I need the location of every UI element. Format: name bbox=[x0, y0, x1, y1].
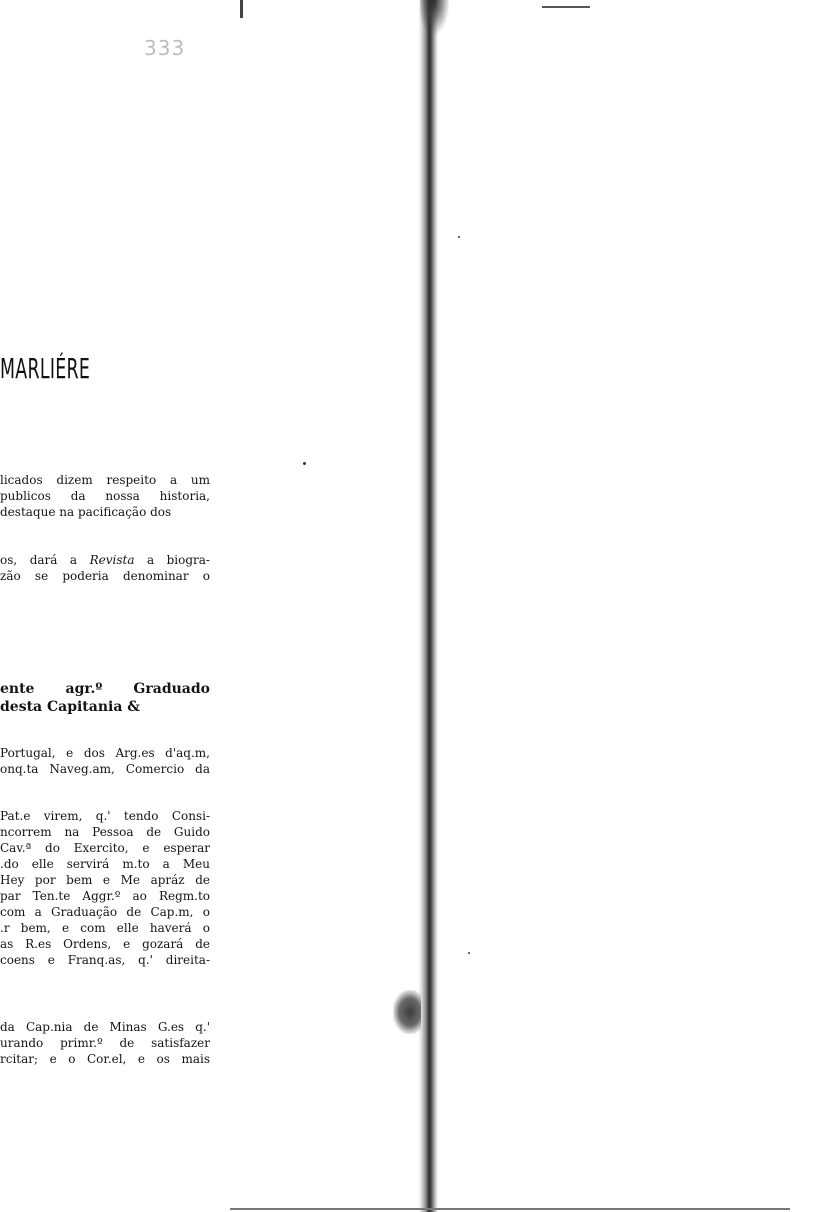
bottom-edge-line bbox=[230, 1208, 790, 1210]
left-top-mark bbox=[240, 0, 243, 18]
text-line: destaque na pacificação dos bbox=[0, 505, 172, 519]
text-line: as R.es Ordens, e gozará de bbox=[0, 937, 210, 951]
revista-italic: Revista bbox=[89, 553, 135, 567]
title-line: desta Capitania & bbox=[0, 699, 140, 715]
text-line: Hey por bem e Me apráz de bbox=[0, 873, 210, 887]
text-line: licados dizem respeito a um bbox=[0, 473, 210, 487]
text-line: os, dará a Revista a biogra- bbox=[0, 553, 210, 567]
page-number: 333 bbox=[144, 36, 186, 60]
text-line: com a Graduação de Cap.m, o bbox=[0, 905, 210, 919]
spine-top-shadow bbox=[420, 0, 450, 36]
text-line: ncorrem na Pessoa de Guido bbox=[0, 825, 210, 839]
text-line: publicos da nossa historia, bbox=[0, 489, 210, 503]
text-line: par Ten.te Aggr.º ao Regm.to bbox=[0, 889, 210, 903]
section-heading: MARLIÉRE bbox=[0, 352, 91, 385]
binding-clip-mark bbox=[393, 990, 421, 1034]
text-line: Cav.ª do Exercito, e esperar bbox=[0, 841, 210, 855]
document-title bbox=[0, 680, 210, 716]
text-line: urando primr.º de satisfazer bbox=[0, 1036, 210, 1050]
scan-speck bbox=[468, 952, 470, 954]
scan-speck bbox=[303, 462, 306, 465]
document-body-3 bbox=[0, 1019, 210, 1067]
top-edge-line bbox=[542, 6, 590, 8]
text-line: Pat.e virem, q.' tendo Consi- bbox=[0, 809, 210, 823]
text-line: .do elle servirá m.to a Meu bbox=[0, 857, 210, 871]
document-body-1 bbox=[0, 745, 210, 777]
scan-speck bbox=[458, 236, 460, 238]
text-line: da Cap.nia de Minas G.es q.' bbox=[0, 1020, 210, 1034]
intro-paragraph-1 bbox=[0, 472, 210, 520]
text-line: coens e Franq.as, q.' direita- bbox=[0, 953, 210, 967]
text-line: zão se poderia denominar o bbox=[0, 569, 210, 583]
book-spine bbox=[418, 0, 438, 1212]
document-body-2 bbox=[0, 808, 210, 968]
text-line: .r bem, e com elle haverá o bbox=[0, 921, 210, 935]
title-line: ente agr.º Graduado bbox=[0, 681, 210, 697]
text-line: rcitar; e o Cor.el, e os mais bbox=[0, 1052, 210, 1066]
text-line: onq.ta Naveg.am, Comercio da bbox=[0, 762, 210, 776]
text-line: Portugal, e dos Arg.es d'aq.m, bbox=[0, 746, 210, 760]
intro-paragraph-2 bbox=[0, 552, 210, 584]
